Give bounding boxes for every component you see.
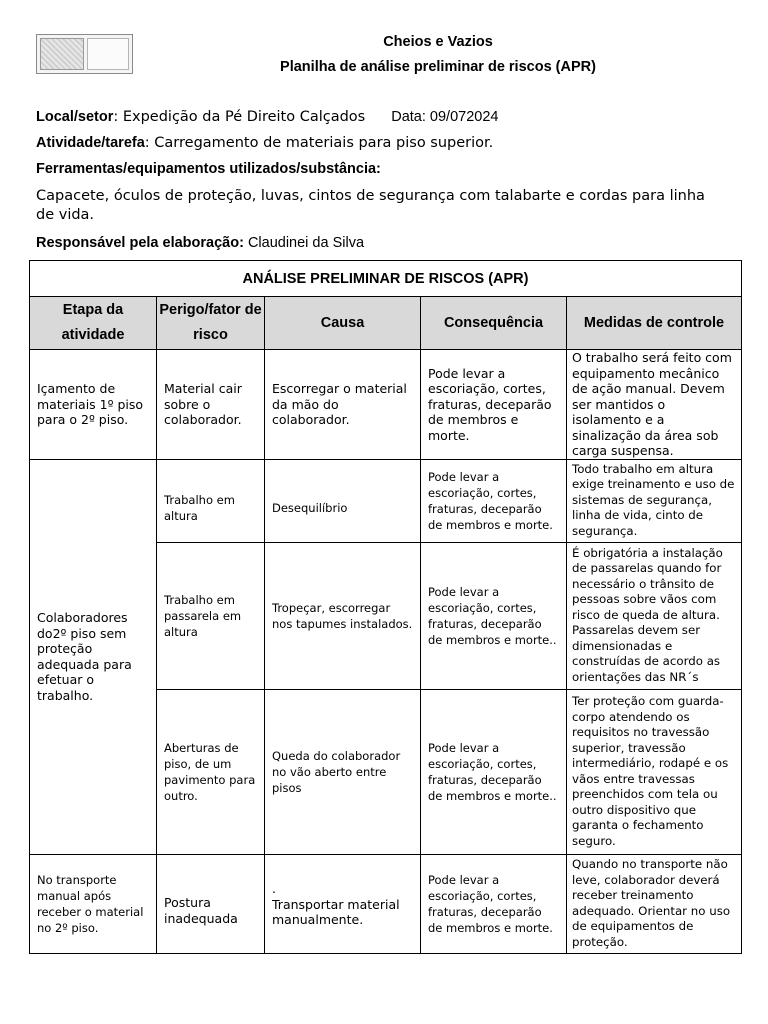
document-subtitle: Planilha de análise preliminar de riscos (APR)	[280, 59, 596, 75]
cell-causa	[265, 854, 421, 953]
tools-label: Ferramentas/equipamentos utilizados/substância:	[36, 161, 381, 177]
column-header-medidas: Medidas de controle	[567, 297, 742, 350]
table-row	[30, 459, 742, 542]
cell-etapa: Colaboradores do2º piso sem proteção adequada para efetuar o trabalho.	[30, 459, 157, 854]
cell-perigo: Trabalho em passarela em altura	[157, 542, 265, 689]
table-row	[30, 350, 742, 460]
cell-perigo: Aberturas de piso, de um pavimento para outro.	[157, 689, 265, 854]
responsible-line	[36, 235, 364, 251]
cell-perigo: Postura inadequada	[157, 854, 265, 953]
table-title: ANÁLISE PRELIMINAR DE RISCOS (APR)	[30, 261, 742, 297]
cell-consequencia: Pode levar a escoriação, cortes, fraturas, deceparão de membros e morte.	[421, 854, 567, 953]
cell-causa: Queda do colaborador no vão aberto entre pisos	[265, 689, 421, 854]
table-header-row	[30, 297, 742, 350]
cell-consequencia: Pode levar a escoriação, cortes, fraturas, deceparão de membros e morte..	[421, 542, 567, 689]
cell-consequencia: Pode levar a escoriação, cortes, fraturas, deceparão de membros e morte..	[421, 689, 567, 854]
activity-line	[36, 135, 493, 151]
column-header-perigo: Perigo/fator de risco	[157, 297, 265, 350]
cell-medidas: É obrigatória a instalação de passarelas quando for necessário o trânsito de pessoas sobre vãos com risco de queda de altura. Passarelas devem ser dimensionadas e construídas de acordo as orientações das NR´s	[567, 542, 742, 689]
local-value: : Expedição da Pé Direito Calçados	[113, 109, 366, 125]
cell-consequencia: Pode levar a escoriação, cortes, fraturas, deceparão de membros e morte.	[421, 350, 567, 460]
activity-value: : Carregamento de materiais para piso superior.	[144, 135, 494, 151]
cell-medidas: O trabalho será feito com equipamento mecânico de ação manual. Devem ser mantidos o isolamento e a sinalização da área sob carga suspensa.	[567, 350, 742, 460]
column-header-causa: Causa	[265, 297, 421, 350]
document-title: Cheios e Vazios	[383, 34, 493, 50]
cell-medidas: Todo trabalho em altura exige treinamento e uso de sistemas de segurança, linha de vida, cinto de segurança.	[567, 459, 742, 542]
cell-perigo: Material cair sobre o colaborador.	[157, 350, 265, 460]
cell-etapa: Içamento de materiais 1º piso para o 2º piso.	[30, 350, 157, 460]
local-label: Local/setor	[36, 109, 114, 125]
activity-label: Atividade/tarefa	[36, 135, 145, 151]
cell-perigo: Trabalho em altura	[157, 459, 265, 542]
cell-causa-text: Transportar material manualmente.	[272, 896, 400, 928]
cell-medidas: Ter proteção com guarda-corpo atendendo os requisitos no travessão superior, travessão intermediário, rodapé e os vãos entre travessas preenchidos com tela ou outro dispositivo que garanta o fechamento seguro.	[567, 689, 742, 854]
column-header-etapa: Etapa da atividade	[30, 297, 157, 350]
column-header-consequencia: Consequência	[421, 297, 567, 350]
cell-etapa: No transporte manual após receber o material no 2º piso.	[30, 854, 157, 953]
tools-value: Capacete, óculos de proteção, luvas, cintos de segurança com talabarte e cordas para linha de vida.	[36, 188, 705, 223]
table-row	[30, 854, 742, 953]
cell-consequencia: Pode levar a escoriação, cortes, fraturas, deceparão de membros e morte.	[421, 459, 567, 542]
date-text: Data: 09/072024	[391, 109, 499, 125]
cell-causa: Escorregar o material da mão do colaborador.	[265, 350, 421, 460]
cell-medidas: Quando no transporte não leve, colaborador deverá receber treinamento adequado. Orientar no uso de equipamentos de proteção.	[567, 854, 742, 953]
apr-table	[29, 260, 742, 954]
cell-causa: Desequilíbrio	[265, 459, 421, 542]
responsible-value: Claudinei da Silva	[243, 235, 365, 251]
responsible-label: Responsável pela elaboração:	[36, 235, 244, 251]
tools-label-line	[36, 161, 381, 177]
cell-causa: Tropeçar, escorregar nos tapumes instalados.	[265, 542, 421, 689]
local-setor-line	[36, 109, 498, 125]
cell-causa-dot: .	[272, 881, 276, 897]
